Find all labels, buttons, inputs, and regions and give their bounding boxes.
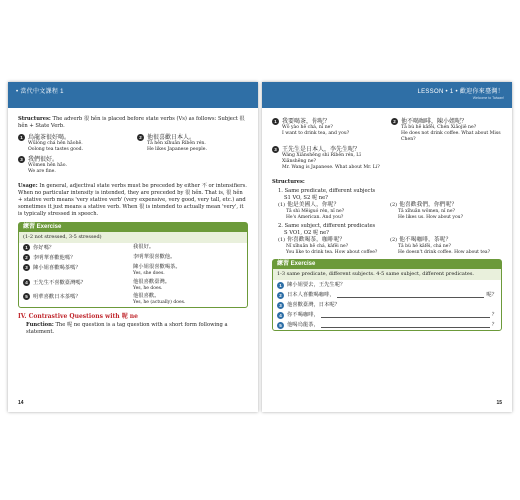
exercise-prompt: 他喜歡臺灣，日本呢？ <box>287 301 340 308</box>
number-badge: 1 <box>18 134 25 141</box>
example-item <box>137 134 248 153</box>
usage-label: Usage: <box>18 183 38 189</box>
item-pinyin: Tā shì Měiguó rén, nǐ ne? <box>286 209 345 214</box>
exercise-question: 陳小姐喜歡喝茶嗎？ <box>33 265 81 271</box>
example-chinese: 烏龍茶很好喝。 <box>28 134 71 141</box>
number-badge: 4 <box>277 312 284 319</box>
example-english: We are fine. <box>28 169 56 174</box>
example-item <box>391 118 502 143</box>
function-text: The 呢 ne question is a tag question with a short form following a statement. <box>26 321 228 335</box>
number-badge: 3 <box>18 156 25 163</box>
structures-label: Structures: <box>272 179 305 185</box>
exercise-answer: 我很好。 <box>133 244 155 250</box>
number-badge: 1 <box>277 282 284 289</box>
structure-1-title: 1. Same predicate, different subjects <box>278 188 376 194</box>
number-badge: 5 <box>23 293 30 300</box>
item-number: (1) <box>278 202 286 208</box>
exercise-answer: 李明華很喜歡他。 <box>133 254 176 260</box>
item-pinyin: Tā xǐhuān wǒmen, nǐ ne? <box>398 209 455 214</box>
exercise-row <box>273 290 501 300</box>
right-page-number: 15 <box>496 400 502 406</box>
structure-2-title: 2. Same subject, different predicates <box>278 223 376 229</box>
exercise-row <box>273 280 501 290</box>
example-chinese: 他很喜歡日本人。 <box>147 134 196 141</box>
item-pinyin: Tā bù hē kāfēi, chá ne? <box>398 244 451 249</box>
structure-item <box>278 237 390 255</box>
example-chinese: 他不喝咖啡，陳小姐呢？ <box>401 118 468 125</box>
example-english: He likes Japanese people. <box>147 147 207 152</box>
exercise-answer-gloss: Yes, he does. <box>133 285 163 291</box>
exercise-row <box>19 253 247 263</box>
right-page <box>262 82 512 412</box>
example-english: He does not drink coffee. What about Miss Chen? <box>401 131 501 142</box>
usage-paragraph <box>18 183 248 218</box>
number-badge: 2 <box>23 254 30 261</box>
right-content <box>272 116 502 336</box>
exercise-title: 練習 Exercise <box>273 260 501 269</box>
item-english: He's American. And you? <box>286 214 344 220</box>
right-header-band <box>262 82 512 108</box>
left-header-band <box>8 82 258 108</box>
structure-2-pattern: S VO1, O2 呢 ne? <box>284 230 329 236</box>
exercise-prompt: 日本人喜歡喝咖啡， <box>287 291 335 298</box>
item-chinese: 他是美國人，你呢？ <box>287 202 340 208</box>
example-item <box>272 146 383 171</box>
number-badge: 2 <box>277 292 284 299</box>
exercise-row <box>19 243 247 253</box>
number-badge: 5 <box>277 322 284 329</box>
structures-list <box>278 188 502 255</box>
number-badge: 1 <box>272 118 279 125</box>
example-pinyin: Wūlóng chá hěn hǎohē. <box>28 141 83 146</box>
item-chinese: 他不喝咖啡，茶呢？ <box>399 237 452 243</box>
exercise-prompt: 陳小姐要去，王先生呢？ <box>287 281 346 288</box>
example-chinese: 王先生是日本人，李先生呢？ <box>282 146 361 153</box>
exercise-answer-gloss: Yes, she does. <box>133 271 165 276</box>
structure-1-items <box>278 202 502 220</box>
example-item <box>18 156 129 175</box>
exercise-ending: ？ <box>491 311 497 318</box>
example-chinese: 我們很好。 <box>28 156 59 163</box>
item-number: (2) <box>390 237 398 243</box>
function-label: Function: <box>26 321 54 328</box>
exercise-row <box>19 278 247 293</box>
item-english: You like to drink tea. How about coffee? <box>286 249 378 255</box>
exercise-ending: ？ <box>491 321 497 328</box>
left-page <box>8 82 258 412</box>
left-header-text: • 當代中文課程 1 <box>16 89 64 95</box>
left-examples <box>18 134 248 178</box>
exercise-row <box>273 310 501 320</box>
structure-item <box>278 202 390 220</box>
exercise-answer-gloss: Yes, he (actually) does. <box>133 300 186 305</box>
exercise-row <box>273 300 501 310</box>
example-english: I want to drink tea, and you? <box>282 131 350 136</box>
item-chinese: 他喜歡我們，你們呢？ <box>399 202 458 208</box>
example-english: Oolong tea tastes good. <box>28 147 84 152</box>
usage-text: In general, adjectival state verbs must be preceded by either 不 or intensifiers. When no particular intensity is intended, they are preceded by 很 hěn. That is, 很 hěn + stative verb means 'very stative verb' (very expensive, very good, very tall, etc.) and sometimes it just means a stative verb. When 很 is intended to actually mean 'very', it is typically stressed in speech. <box>18 183 247 217</box>
answer-blank[interactable] <box>337 292 485 298</box>
exercise-answer: 他很喜歡。 <box>133 293 160 299</box>
exercise-row <box>19 292 247 307</box>
exercise-question: 王先生不喜歡臺灣嗎？ <box>33 279 86 286</box>
exercise-row <box>19 263 247 278</box>
example-chinese: 我要喝茶，你呢？ <box>282 118 331 125</box>
example-pinyin: Tā hěn xǐhuān Rìběn rén. <box>147 141 206 146</box>
structure-item <box>390 237 502 255</box>
number-badge: 1 <box>23 244 30 251</box>
exercise-prompt: 他喝烏龍茶， <box>287 321 319 328</box>
exercise-question: 你好嗎？ <box>33 245 55 251</box>
section-title: IV. Contrastive Questions with 呢 ne <box>18 312 138 320</box>
exercise-title: 練習 Exercise <box>19 223 247 232</box>
answer-blank[interactable] <box>321 312 490 318</box>
structures-text: The adverb 很 hěn is placed before state verbs (Vs) as follows: Subject 很 hěn + State Verb. <box>18 116 245 129</box>
exercise-note: 1-3 same predicate, different subjects. 4-5 same subject, different predicates. <box>273 269 501 280</box>
item-english: He likes us. How about you? <box>398 214 463 220</box>
number-badge: 2 <box>137 134 144 141</box>
example-english: Mr. Wang is Japanese. What about Mr. Li? <box>282 165 380 170</box>
structure-1-pattern: S1 VO, S2 呢 ne? <box>284 195 328 201</box>
right-exercise-box <box>272 259 502 331</box>
example-item <box>272 118 383 143</box>
exercise-question: 李明華喜歡他嗎？ <box>33 255 76 261</box>
example-item <box>18 134 129 153</box>
number-badge: 3 <box>23 264 30 271</box>
item-pinyin: Nǐ xǐhuān hē chá, kāfēi ne? <box>286 244 349 249</box>
answer-blank[interactable] <box>321 322 490 328</box>
exercise-prompt: 你不喝咖啡， <box>287 311 319 318</box>
item-number: (1) <box>278 237 286 243</box>
exercise-question: 明華喜歡日本茶嗎？ <box>33 294 81 300</box>
number-badge: 3 <box>272 146 279 153</box>
function-paragraph <box>18 322 248 336</box>
number-badge: 4 <box>23 279 30 286</box>
left-content <box>18 116 248 340</box>
example-pinyin: Wǒ yào hē chá, nǐ ne? <box>282 125 333 130</box>
example-pinyin: Wáng Xiānshēng shì Rìběn rén, Lǐ Xiānshēng ne? <box>282 153 361 164</box>
example-pinyin: Tā bù hē kāfēi, Chén Xiǎojiě ne? <box>401 125 477 130</box>
item-chinese: 你喜歡喝茶，咖啡呢？ <box>287 237 346 243</box>
structure-2-items <box>278 237 502 255</box>
structure-item <box>390 202 502 220</box>
left-page-number: 14 <box>18 400 24 406</box>
exercise-answer: 他很喜歡臺灣。 <box>133 278 171 285</box>
number-badge: 3 <box>277 302 284 309</box>
exercise-note: (1-2 not stressed, 3-5 stressed) <box>19 232 247 243</box>
example-pinyin: Wǒmen hěn hǎo. <box>28 163 67 168</box>
item-english: He doesn't drink coffee. How about tea? <box>398 249 490 255</box>
exercise-answer: 陳小姐很喜歡喝茶。 <box>133 264 181 270</box>
structures-paragraph <box>18 116 248 130</box>
left-exercise-box <box>18 222 248 308</box>
structures-label: Structures: <box>18 116 51 122</box>
exercise-ending: 呢？ <box>486 291 497 298</box>
right-header-text: LESSON • 1 • 歡迎你來臺灣！ <box>417 89 504 95</box>
right-examples <box>272 118 502 174</box>
item-number: (2) <box>390 202 398 208</box>
exercise-row <box>273 320 501 330</box>
number-badge: 2 <box>391 118 398 125</box>
right-header-subtitle: Welcome to Taiwan! <box>472 96 504 100</box>
